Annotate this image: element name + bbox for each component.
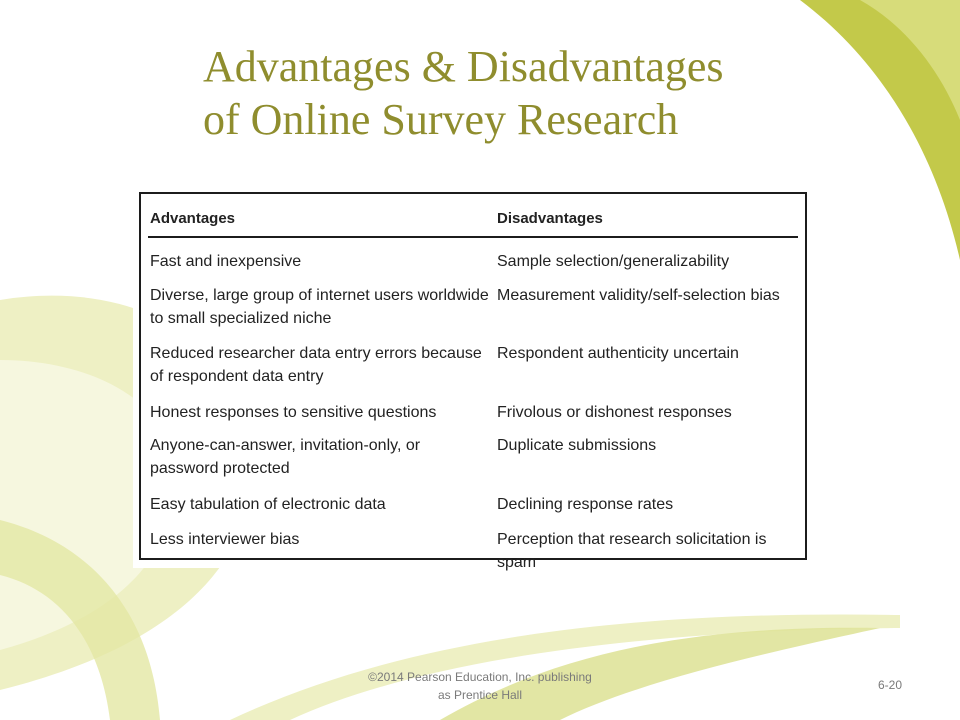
- disadvantage-cell: Frivolous or dishonest responses: [497, 404, 732, 421]
- advantage-cell: Reduced researcher data entry errors because of respondent data entry: [150, 345, 482, 385]
- disadvantage-cell: Declining response rates: [497, 496, 674, 513]
- slide-title-line-1: Advantages & Disadvantages: [203, 42, 724, 91]
- disadvantage-cell: Duplicate submissions: [497, 437, 657, 454]
- advantage-cell: Anyone-can-answer, invitation-only, or password protected: [150, 437, 421, 477]
- slide-title-line-2: of Online Survey Research: [203, 95, 679, 144]
- header-disadvantages: Disadvantages: [497, 210, 603, 227]
- disadvantage-cell: Perception that research solicitation is spam: [497, 531, 767, 571]
- header-rule: [148, 236, 798, 238]
- advantage-cell: Easy tabulation of electronic data: [150, 496, 386, 513]
- slide-number: 6-20: [877, 678, 903, 692]
- disadvantage-cell: Sample selection/generalizability: [497, 253, 730, 270]
- advantage-cell: Fast and inexpensive: [150, 253, 302, 270]
- disadvantage-cell: Respondent authenticity uncertain: [497, 345, 739, 362]
- header-advantages: Advantages: [150, 210, 236, 227]
- footer-copyright: [330, 668, 630, 704]
- disadvantage-cell: Measurement validity/self-selection bias: [497, 287, 780, 304]
- footer-copyright-line-2: as Prentice Hall: [437, 688, 523, 702]
- slide-title: [203, 40, 823, 146]
- advantage-cell: Diverse, large group of internet users worldwide to small specialized niche: [150, 287, 489, 327]
- advantage-cell: Less interviewer bias: [150, 531, 300, 548]
- advantage-cell: Honest responses to sensitive questions: [150, 404, 437, 421]
- footer-copyright-line-1: ©2014 Pearson Education, Inc. publishing: [368, 670, 592, 684]
